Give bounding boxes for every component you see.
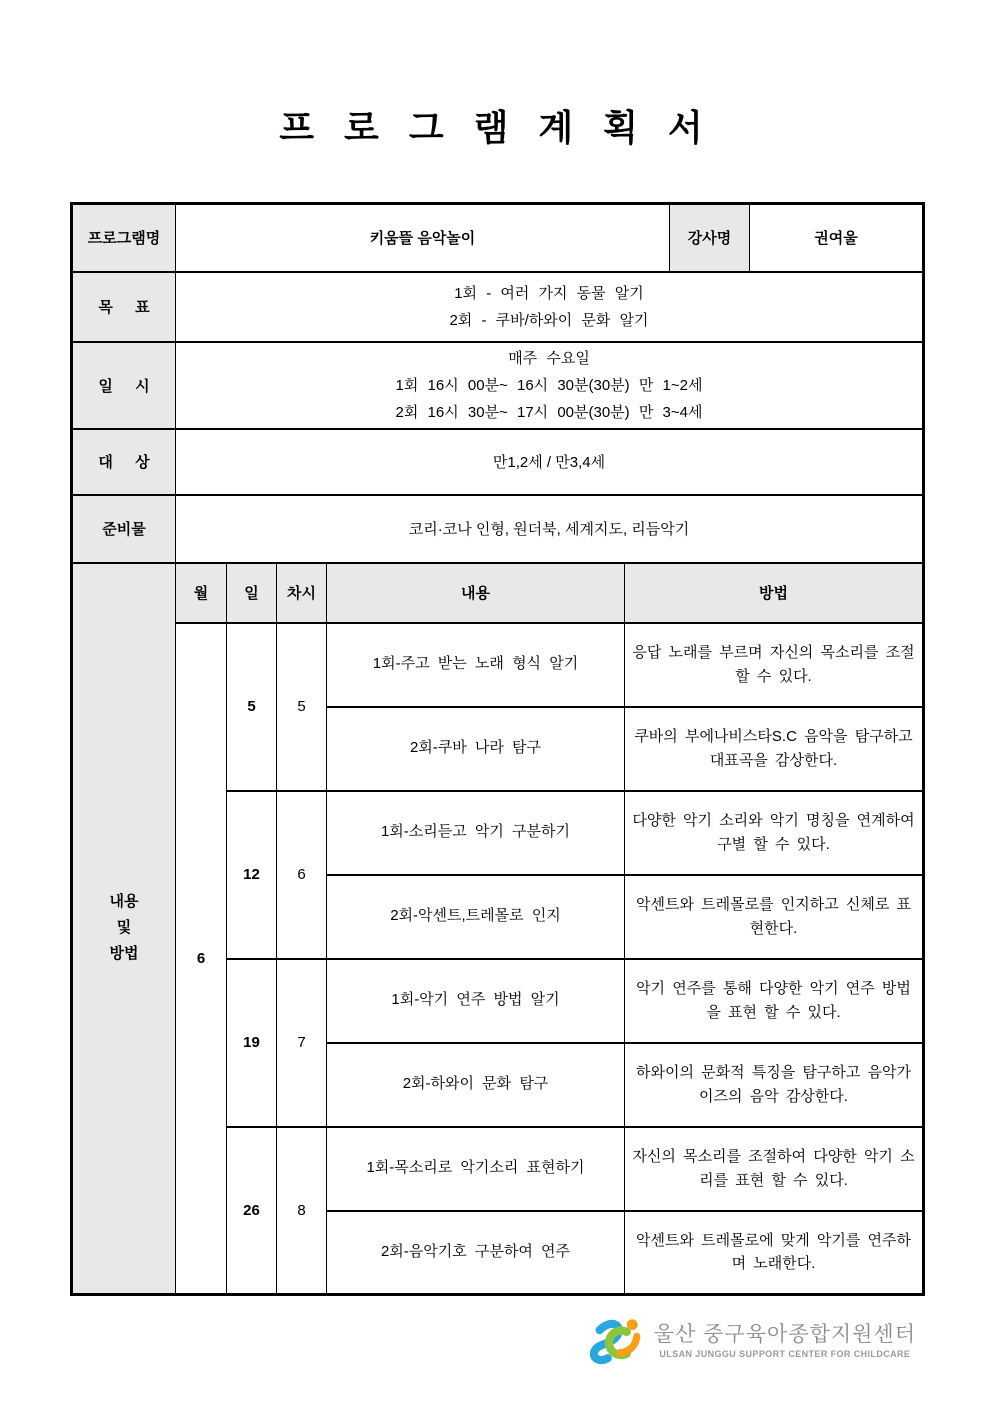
month-cell: 6 <box>176 623 227 1295</box>
schedule-line-3: 2회 16시 30분~ 17시 00분(30분) 만 3~4세 <box>395 403 703 421</box>
col-header-day: 일 <box>227 563 277 623</box>
content-cell: 2회-하와이 문화 탐구 <box>327 1043 625 1127</box>
contents-methods-label-line1: 내용 <box>109 893 139 911</box>
row-goal <box>72 272 924 342</box>
target-label: 대 상 <box>72 429 176 495</box>
content-cell: 1회-소리듣고 악기 구분하기 <box>327 791 625 875</box>
col-header-month: 월 <box>176 563 227 623</box>
content-cell: 1회-주고 받는 노래 형식 알기 <box>327 623 625 707</box>
plan-row <box>72 623 924 707</box>
row-program <box>72 204 924 272</box>
footer <box>586 1316 916 1366</box>
session-cell-6: 6 <box>277 791 327 959</box>
target-value: 만1,2세 / 만3,4세 <box>176 429 924 495</box>
day-cell-26: 26 <box>227 1127 277 1295</box>
goal-label: 목 표 <box>72 272 176 342</box>
method-cell: 하와이의 문화적 특징을 탐구하고 음악가 이즈의 음악 감상한다. <box>625 1043 924 1127</box>
method-cell: 악센트와 트레몰로를 인지하고 신체로 표현한다. <box>625 875 924 959</box>
page-title: 프 로 그 램 계 획 서 <box>279 107 713 148</box>
row-target <box>72 429 924 495</box>
childcare-center-logo-icon <box>586 1316 644 1366</box>
method-cell: 악센트와 트레몰로에 맞게 악기를 연주하며 노래한다. <box>625 1211 924 1295</box>
col-header-session: 차시 <box>277 563 327 623</box>
session-cell-5: 5 <box>277 623 327 791</box>
schedule-value <box>176 342 924 429</box>
method-cell: 다양한 악기 소리와 악기 명칭을 연계하여 구별 할 수 있다. <box>625 791 924 875</box>
instructor-label: 강사명 <box>670 204 750 272</box>
program-name-label: 프로그램명 <box>72 204 176 272</box>
row-schedule <box>72 342 924 429</box>
contents-methods-label-line2: 및 <box>116 919 132 937</box>
session-cell-7: 7 <box>277 959 327 1127</box>
method-cell: 자신의 목소리를 조절하여 다양한 악기 소리를 표현 할 수 있다. <box>625 1127 924 1211</box>
goal-line-2: 2회 - 쿠바/하와이 문화 알기 <box>449 311 649 329</box>
plan-header-row <box>72 563 924 623</box>
method-cell: 응답 노래를 부르며 자신의 목소리를 조절 할 수 있다. <box>625 623 924 707</box>
content-cell: 1회-목소리로 악기소리 표현하기 <box>327 1127 625 1211</box>
day-cell-19: 19 <box>227 959 277 1127</box>
content-cell: 2회-음악기호 구분하여 연주 <box>327 1211 625 1295</box>
col-header-content: 내용 <box>327 563 625 623</box>
materials-value: 코리·코나 인형, 원더북, 세계지도, 리듬악기 <box>176 495 924 563</box>
materials-label: 준비물 <box>72 495 176 563</box>
org-name-english: ULSAN JUNGGU SUPPORT CENTER FOR CHILDCARE <box>659 1349 911 1359</box>
day-cell-12: 12 <box>227 791 277 959</box>
program-name-value: 키움뜰 음악놀이 <box>176 204 670 272</box>
program-plan-table <box>70 202 925 1296</box>
org-name-korean: 울산 중구육아종합지원센터 <box>653 1323 916 1346</box>
schedule-line-1: 매주 수요일 <box>508 349 590 367</box>
footer-org-names <box>654 1323 916 1359</box>
schedule-label: 일 시 <box>72 342 176 429</box>
schedule-line-2: 1회 16시 00분~ 16시 30분(30분) 만 1~2세 <box>395 376 703 394</box>
method-cell: 악기 연주를 통해 다양한 악기 연주 방법을 표현 할 수 있다. <box>625 959 924 1043</box>
content-cell: 2회-악센트,트레몰로 인지 <box>327 875 625 959</box>
col-header-method: 방법 <box>625 563 924 623</box>
contents-methods-label <box>72 563 176 1295</box>
goal-value <box>176 272 924 342</box>
row-materials <box>72 495 924 563</box>
goal-line-1: 1회 - 여러 가지 동물 알기 <box>454 284 644 302</box>
session-cell-8: 8 <box>277 1127 327 1295</box>
contents-methods-label-line3: 방법 <box>109 945 139 963</box>
instructor-value: 권여울 <box>750 204 924 272</box>
day-cell-5: 5 <box>227 623 277 791</box>
content-cell: 1회-악기 연주 방법 알기 <box>327 959 625 1043</box>
content-cell: 2회-쿠바 나라 탐구 <box>327 707 625 791</box>
method-cell: 쿠바의 부에나비스타S.C 음악을 탐구하고 대표곡을 감상한다. <box>625 707 924 791</box>
